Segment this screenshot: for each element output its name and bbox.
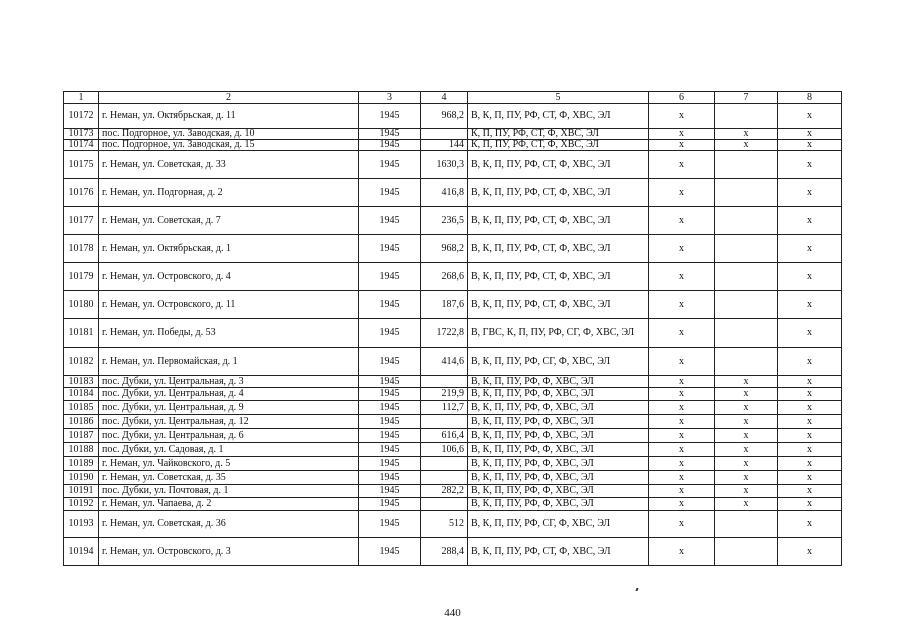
year-cell: 1945 xyxy=(359,511,421,538)
year-cell: 1945 xyxy=(359,376,421,388)
systems-cell: В, К, П, ПУ, РФ, СТ, Ф, ХВС, ЭЛ xyxy=(468,263,649,291)
area-cell: 512 xyxy=(421,511,468,538)
address-cell: г. Неман, ул. Островского, д. 11 xyxy=(99,291,359,319)
mark-cell-6: x xyxy=(649,319,715,348)
column-header: 5 xyxy=(468,92,649,104)
record-number-cell: 10174 xyxy=(64,140,99,151)
mark-cell-8: x xyxy=(778,348,842,376)
year-cell: 1945 xyxy=(359,207,421,235)
table-row xyxy=(64,485,842,498)
table-row xyxy=(64,291,842,319)
systems-cell: В, ГВС, К, П, ПУ, РФ, СГ, Ф, ХВС, ЭЛ xyxy=(468,319,649,348)
table-row xyxy=(64,207,842,235)
area-cell: 282,2 xyxy=(421,485,468,498)
mark-cell-8: x xyxy=(778,207,842,235)
year-cell: 1945 xyxy=(359,415,421,429)
area-cell xyxy=(421,498,468,511)
systems-cell: В, К, П, ПУ, РФ, Ф, ХВС, ЭЛ xyxy=(468,498,649,511)
table-row xyxy=(64,151,842,179)
mark-cell-6: x xyxy=(649,151,715,179)
year-cell: 1945 xyxy=(359,291,421,319)
record-number-cell: 10175 xyxy=(64,151,99,179)
record-number-cell: 10172 xyxy=(64,104,99,129)
table-row xyxy=(64,511,842,538)
mark-cell-7 xyxy=(715,235,778,263)
systems-cell: К, П, ПУ, РФ, СТ, Ф, ХВС, ЭЛ xyxy=(468,129,649,140)
area-cell: 414,6 xyxy=(421,348,468,376)
mark-cell-7 xyxy=(715,263,778,291)
record-number-cell: 10184 xyxy=(64,388,99,401)
mark-cell-7 xyxy=(715,104,778,129)
record-number-cell: 10180 xyxy=(64,291,99,319)
mark-cell-6: x xyxy=(649,376,715,388)
mark-cell-7: x xyxy=(715,401,778,415)
systems-cell: В, К, П, ПУ, РФ, СТ, Ф, ХВС, ЭЛ xyxy=(468,104,649,129)
address-cell: пос. Дубки, ул. Садовая, д. 1 xyxy=(99,443,359,457)
mark-cell-8: x xyxy=(778,179,842,207)
year-cell: 1945 xyxy=(359,388,421,401)
record-number-cell: 10181 xyxy=(64,319,99,348)
year-cell: 1945 xyxy=(359,498,421,511)
record-number-cell: 10193 xyxy=(64,511,99,538)
address-cell: пос. Дубки, ул. Центральная, д. 6 xyxy=(99,429,359,443)
table-row xyxy=(64,376,842,388)
year-cell: 1945 xyxy=(359,429,421,443)
mark-cell-6: x xyxy=(649,129,715,140)
mark-cell-7: x xyxy=(715,498,778,511)
mark-cell-6: x xyxy=(649,485,715,498)
mark-cell-6: x xyxy=(649,179,715,207)
address-cell: г. Неман, ул. Подгорная, д. 2 xyxy=(99,179,359,207)
housing-registry-table xyxy=(63,91,842,566)
area-cell xyxy=(421,457,468,471)
area-cell xyxy=(421,415,468,429)
address-cell: пос. Дубки, ул. Центральная, д. 4 xyxy=(99,388,359,401)
mark-cell-6: x xyxy=(649,498,715,511)
table-row xyxy=(64,140,842,151)
mark-cell-7: x xyxy=(715,429,778,443)
mark-cell-6: x xyxy=(649,401,715,415)
year-cell: 1945 xyxy=(359,401,421,415)
table-row xyxy=(64,104,842,129)
systems-cell: В, К, П, ПУ, РФ, Ф, ХВС, ЭЛ xyxy=(468,388,649,401)
area-cell: 236,5 xyxy=(421,207,468,235)
systems-cell: В, К, П, ПУ, РФ, СТ, Ф, ХВС, ЭЛ xyxy=(468,291,649,319)
mark-cell-7: x xyxy=(715,376,778,388)
year-cell: 1945 xyxy=(359,471,421,485)
mark-cell-6: x xyxy=(649,538,715,566)
systems-cell: В, К, П, ПУ, РФ, СТ, Ф, ХВС, ЭЛ xyxy=(468,151,649,179)
systems-cell: К, П, ПУ, РФ, СТ, Ф, ХВС, ЭЛ xyxy=(468,140,649,151)
mark-cell-8: x xyxy=(778,151,842,179)
mark-cell-7: x xyxy=(715,471,778,485)
address-cell: пос. Подгорное, ул. Заводская, д. 10 xyxy=(99,129,359,140)
scan-speck xyxy=(635,588,638,591)
mark-cell-7 xyxy=(715,179,778,207)
mark-cell-8: x xyxy=(778,471,842,485)
mark-cell-6: x xyxy=(649,263,715,291)
table-row xyxy=(64,388,842,401)
year-cell: 1945 xyxy=(359,179,421,207)
table-row xyxy=(64,319,842,348)
area-cell: 106,6 xyxy=(421,443,468,457)
mark-cell-7: x xyxy=(715,140,778,151)
mark-cell-8: x xyxy=(778,319,842,348)
mark-cell-8: x xyxy=(778,263,842,291)
year-cell: 1945 xyxy=(359,263,421,291)
area-cell: 288,4 xyxy=(421,538,468,566)
mark-cell-7 xyxy=(715,538,778,566)
table-row xyxy=(64,443,842,457)
systems-cell: В, К, П, ПУ, РФ, СГ, Ф, ХВС, ЭЛ xyxy=(468,511,649,538)
area-cell: 268,6 xyxy=(421,263,468,291)
area-cell: 187,6 xyxy=(421,291,468,319)
address-cell: г. Неман, ул. Островского, д. 4 xyxy=(99,263,359,291)
systems-cell: В, К, П, ПУ, РФ, Ф, ХВС, ЭЛ xyxy=(468,471,649,485)
mark-cell-7: x xyxy=(715,415,778,429)
mark-cell-6: x xyxy=(649,429,715,443)
table-row xyxy=(64,235,842,263)
mark-cell-6: x xyxy=(649,140,715,151)
systems-cell: В, К, П, ПУ, РФ, Ф, ХВС, ЭЛ xyxy=(468,415,649,429)
table-header-row xyxy=(64,92,842,104)
mark-cell-8: x xyxy=(778,291,842,319)
mark-cell-8: x xyxy=(778,457,842,471)
systems-cell: В, К, П, ПУ, РФ, СТ, Ф, ХВС, ЭЛ xyxy=(468,235,649,263)
address-cell: г. Неман, ул. Первомайская, д. 1 xyxy=(99,348,359,376)
address-cell: г. Неман, ул. Победы, д. 53 xyxy=(99,319,359,348)
mark-cell-8: x xyxy=(778,429,842,443)
record-number-cell: 10182 xyxy=(64,348,99,376)
year-cell: 1945 xyxy=(359,443,421,457)
year-cell: 1945 xyxy=(359,485,421,498)
mark-cell-8: x xyxy=(778,498,842,511)
mark-cell-6: x xyxy=(649,348,715,376)
record-number-cell: 10187 xyxy=(64,429,99,443)
mark-cell-8: x xyxy=(778,376,842,388)
mark-cell-7 xyxy=(715,348,778,376)
mark-cell-7 xyxy=(715,319,778,348)
year-cell: 1945 xyxy=(359,348,421,376)
record-number-cell: 10173 xyxy=(64,129,99,140)
table-row xyxy=(64,401,842,415)
mark-cell-6: x xyxy=(649,511,715,538)
mark-cell-7 xyxy=(715,291,778,319)
area-cell: 144 xyxy=(421,140,468,151)
systems-cell: В, К, П, ПУ, РФ, СТ, Ф, ХВС, ЭЛ xyxy=(468,179,649,207)
area-cell: 1722,8 xyxy=(421,319,468,348)
address-cell: г. Неман, ул. Октябрьская, д. 11 xyxy=(99,104,359,129)
record-number-cell: 10194 xyxy=(64,538,99,566)
mark-cell-7 xyxy=(715,207,778,235)
table-row xyxy=(64,538,842,566)
table-row xyxy=(64,263,842,291)
table-row xyxy=(64,179,842,207)
area-cell: 416,8 xyxy=(421,179,468,207)
mark-cell-6: x xyxy=(649,104,715,129)
column-header: 8 xyxy=(778,92,842,104)
area-cell: 1630,3 xyxy=(421,151,468,179)
address-cell: г. Неман, ул. Советская, д. 33 xyxy=(99,151,359,179)
table-row xyxy=(64,429,842,443)
mark-cell-6: x xyxy=(649,415,715,429)
column-header: 7 xyxy=(715,92,778,104)
address-cell: г. Неман, ул. Октябрьская, д. 1 xyxy=(99,235,359,263)
year-cell: 1945 xyxy=(359,129,421,140)
record-number-cell: 10185 xyxy=(64,401,99,415)
column-header: 4 xyxy=(421,92,468,104)
systems-cell: В, К, П, ПУ, РФ, Ф, ХВС, ЭЛ xyxy=(468,485,649,498)
mark-cell-8: x xyxy=(778,415,842,429)
column-header: 3 xyxy=(359,92,421,104)
column-header: 1 xyxy=(64,92,99,104)
address-cell: пос. Дубки, ул. Центральная, д. 3 xyxy=(99,376,359,388)
address-cell: пос. Дубки, ул. Центральная, д. 12 xyxy=(99,415,359,429)
record-number-cell: 10183 xyxy=(64,376,99,388)
record-number-cell: 10179 xyxy=(64,263,99,291)
address-cell: г. Неман, ул. Советская, д. 7 xyxy=(99,207,359,235)
year-cell: 1945 xyxy=(359,319,421,348)
column-header: 6 xyxy=(649,92,715,104)
address-cell: г. Неман, ул. Островского, д. 3 xyxy=(99,538,359,566)
address-cell: г. Неман, ул. Советская, д. 35 xyxy=(99,471,359,485)
mark-cell-6: x xyxy=(649,457,715,471)
area-cell: 968,2 xyxy=(421,104,468,129)
mark-cell-8: x xyxy=(778,140,842,151)
mark-cell-8: x xyxy=(778,235,842,263)
record-number-cell: 10189 xyxy=(64,457,99,471)
mark-cell-7: x xyxy=(715,457,778,471)
address-cell: г. Неман, ул. Советская, д. 36 xyxy=(99,511,359,538)
table-row xyxy=(64,457,842,471)
mark-cell-7 xyxy=(715,511,778,538)
mark-cell-8: x xyxy=(778,443,842,457)
table-row xyxy=(64,498,842,511)
systems-cell: В, К, П, ПУ, РФ, Ф, ХВС, ЭЛ xyxy=(468,376,649,388)
mark-cell-6: x xyxy=(649,388,715,401)
address-cell: пос. Подгорное, ул. Заводская, д. 15 xyxy=(99,140,359,151)
mark-cell-7: x xyxy=(715,443,778,457)
address-cell: г. Неман, ул. Чайковского, д. 5 xyxy=(99,457,359,471)
mark-cell-7 xyxy=(715,151,778,179)
mark-cell-8: x xyxy=(778,401,842,415)
year-cell: 1945 xyxy=(359,104,421,129)
mark-cell-7: x xyxy=(715,129,778,140)
area-cell xyxy=(421,129,468,140)
mark-cell-7: x xyxy=(715,388,778,401)
area-cell: 968,2 xyxy=(421,235,468,263)
record-number-cell: 10190 xyxy=(64,471,99,485)
area-cell: 219,9 xyxy=(421,388,468,401)
mark-cell-6: x xyxy=(649,443,715,457)
record-number-cell: 10176 xyxy=(64,179,99,207)
systems-cell: В, К, П, ПУ, РФ, Ф, ХВС, ЭЛ xyxy=(468,401,649,415)
systems-cell: В, К, П, ПУ, РФ, СТ, Ф, ХВС, ЭЛ xyxy=(468,207,649,235)
mark-cell-8: x xyxy=(778,485,842,498)
area-cell xyxy=(421,471,468,485)
area-cell xyxy=(421,376,468,388)
address-cell: пос. Дубки, ул. Почтовая, д. 1 xyxy=(99,485,359,498)
mark-cell-8: x xyxy=(778,104,842,129)
table-row xyxy=(64,415,842,429)
mark-cell-7: x xyxy=(715,485,778,498)
systems-cell: В, К, П, ПУ, РФ, СГ, Ф, ХВС, ЭЛ xyxy=(468,348,649,376)
table-body xyxy=(64,92,842,566)
record-number-cell: 10186 xyxy=(64,415,99,429)
systems-cell: В, К, П, ПУ, РФ, Ф, ХВС, ЭЛ xyxy=(468,429,649,443)
systems-cell: В, К, П, ПУ, РФ, Ф, ХВС, ЭЛ xyxy=(468,457,649,471)
table-row xyxy=(64,348,842,376)
mark-cell-8: x xyxy=(778,129,842,140)
area-cell: 112,7 xyxy=(421,401,468,415)
record-number-cell: 10192 xyxy=(64,498,99,511)
mark-cell-6: x xyxy=(649,207,715,235)
area-cell: 616,4 xyxy=(421,429,468,443)
record-number-cell: 10188 xyxy=(64,443,99,457)
year-cell: 1945 xyxy=(359,140,421,151)
table-row xyxy=(64,129,842,140)
mark-cell-6: x xyxy=(649,471,715,485)
year-cell: 1945 xyxy=(359,235,421,263)
page-number: 440 xyxy=(444,607,461,619)
column-header: 2 xyxy=(99,92,359,104)
mark-cell-6: x xyxy=(649,291,715,319)
record-number-cell: 10178 xyxy=(64,235,99,263)
address-cell: г. Неман, ул. Чапаева, д. 2 xyxy=(99,498,359,511)
mark-cell-8: x xyxy=(778,388,842,401)
systems-cell: В, К, П, ПУ, РФ, Ф, ХВС, ЭЛ xyxy=(468,443,649,457)
systems-cell: В, К, П, ПУ, РФ, СТ, Ф, ХВС, ЭЛ xyxy=(468,538,649,566)
mark-cell-8: x xyxy=(778,538,842,566)
table-row xyxy=(64,471,842,485)
record-number-cell: 10177 xyxy=(64,207,99,235)
year-cell: 1945 xyxy=(359,538,421,566)
year-cell: 1945 xyxy=(359,457,421,471)
mark-cell-6: x xyxy=(649,235,715,263)
record-number-cell: 10191 xyxy=(64,485,99,498)
mark-cell-8: x xyxy=(778,511,842,538)
year-cell: 1945 xyxy=(359,151,421,179)
address-cell: пос. Дубки, ул. Центральная, д. 9 xyxy=(99,401,359,415)
